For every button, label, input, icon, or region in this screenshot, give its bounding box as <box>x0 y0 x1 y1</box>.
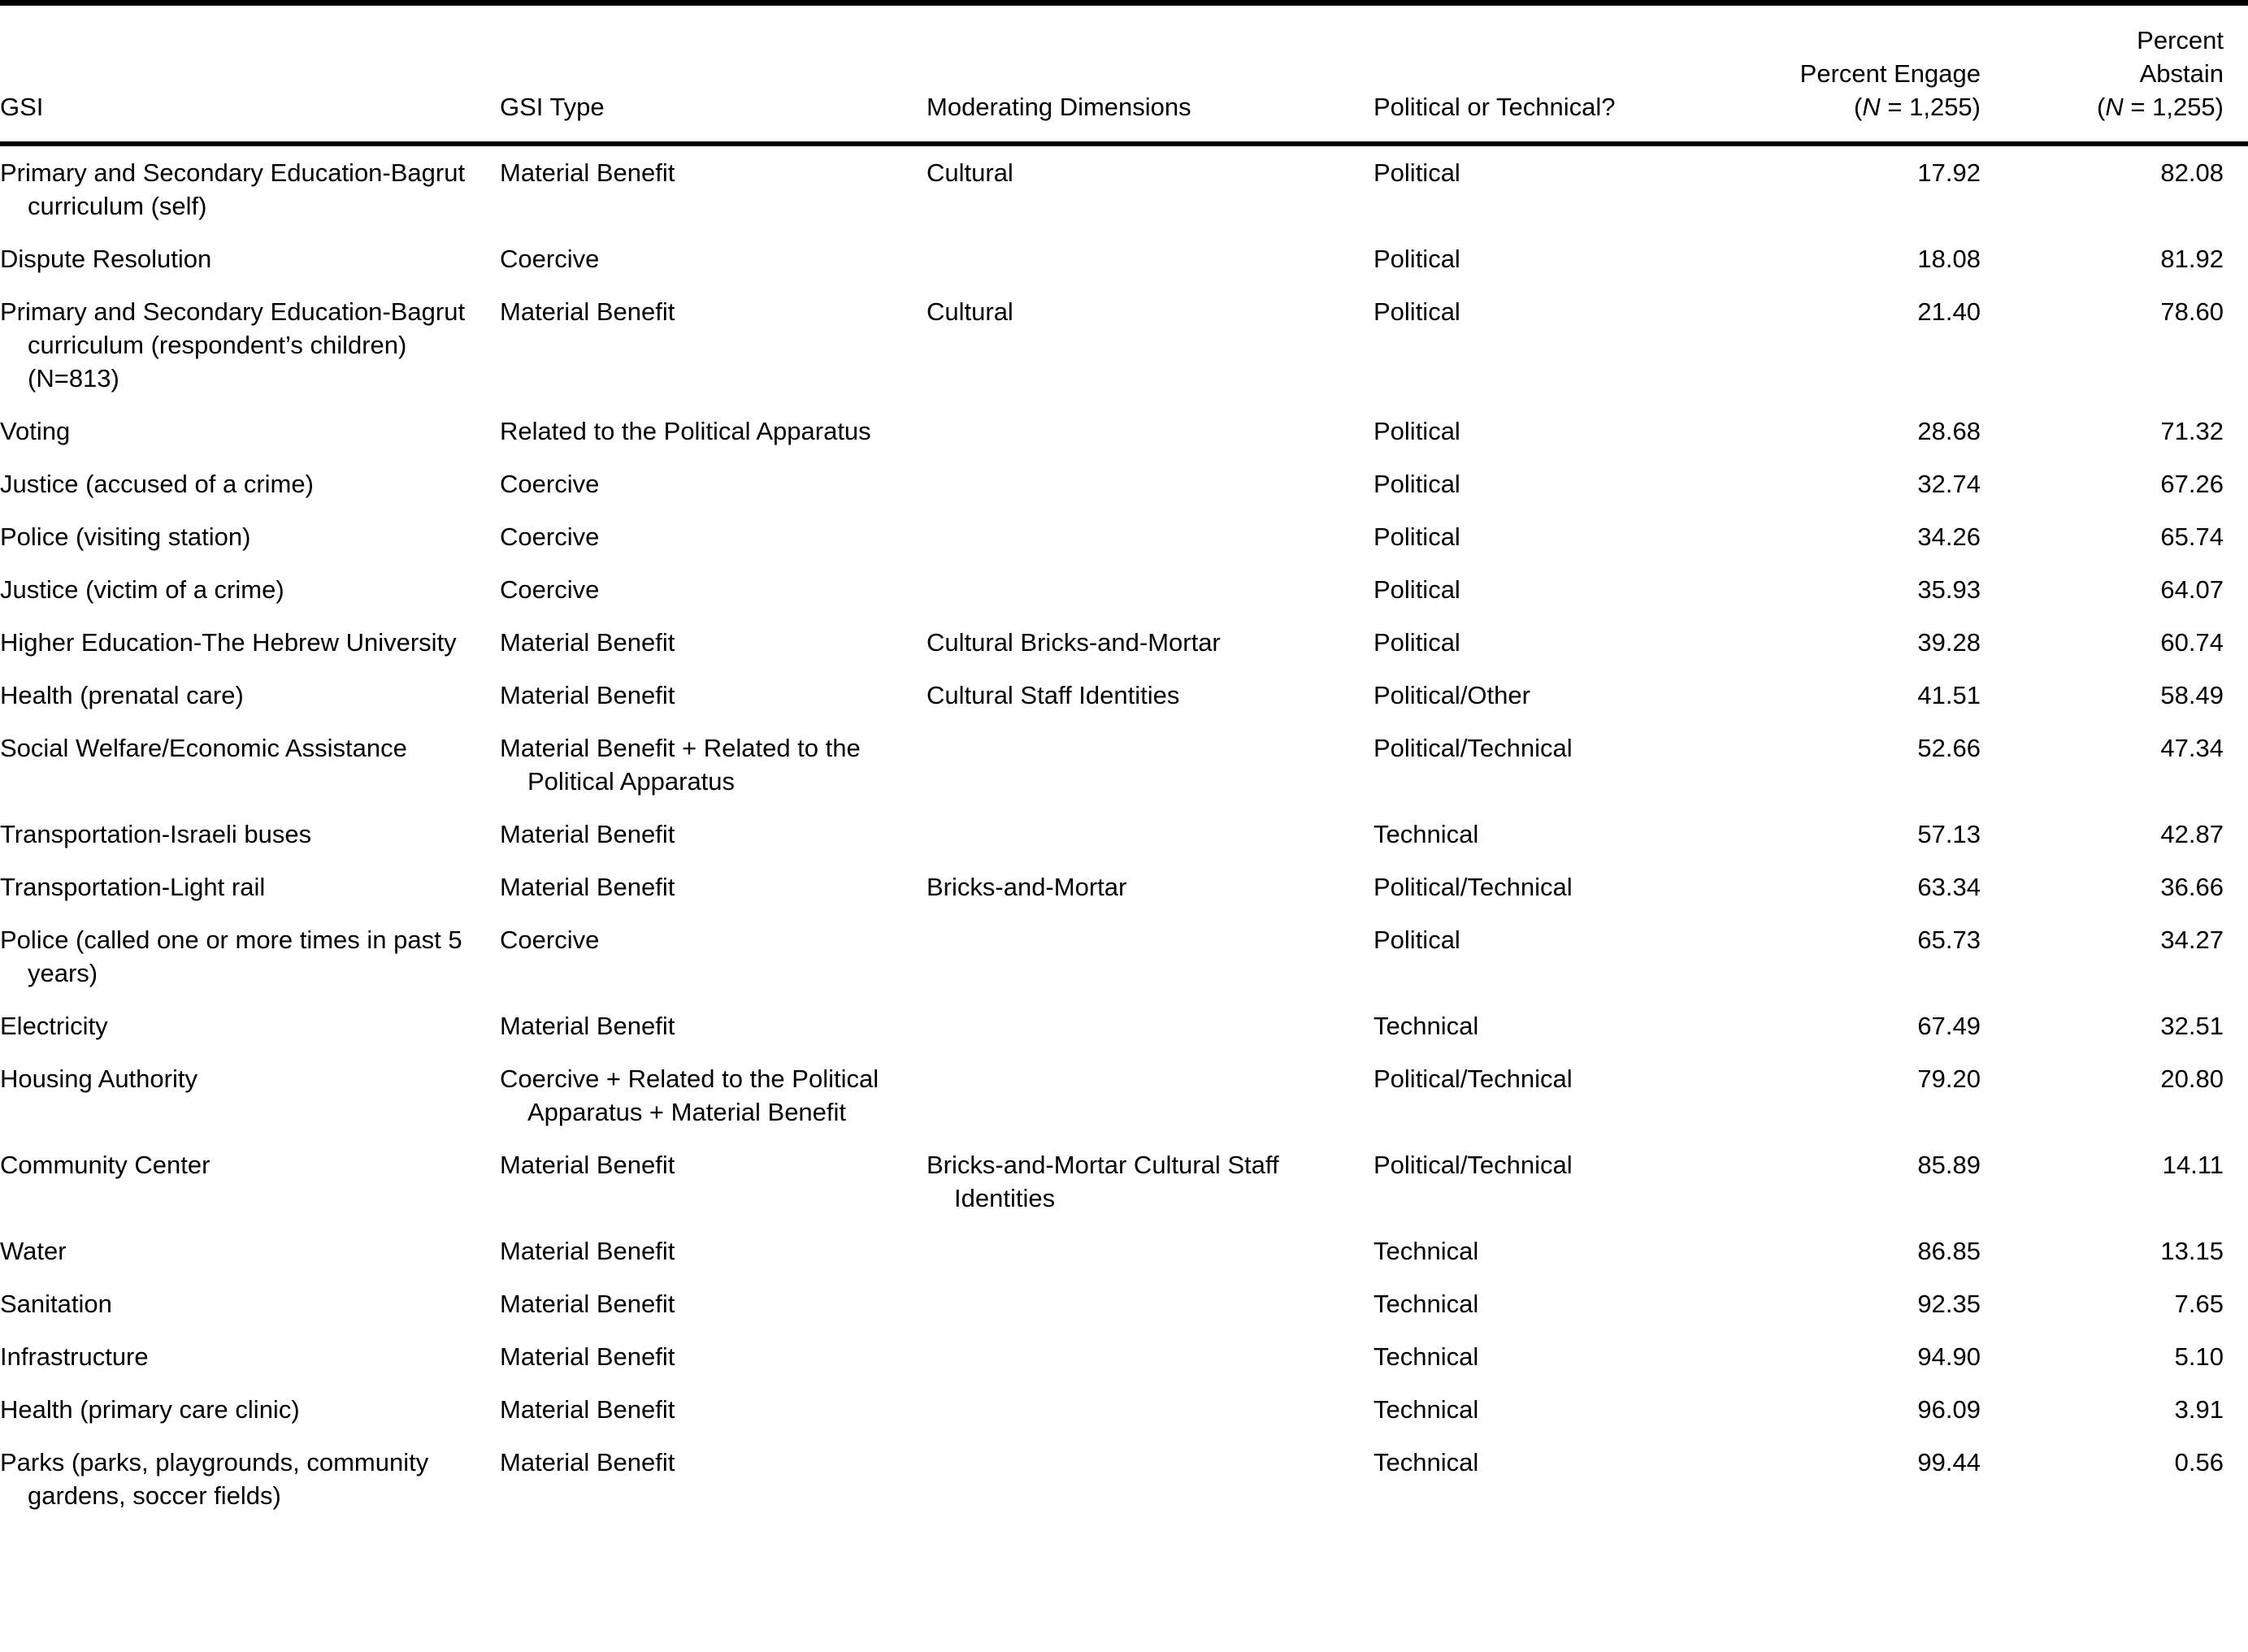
cell-moderating-dimensions <box>927 913 1374 999</box>
column-header-percent-abstain-label-b: Abstain <box>2139 59 2224 88</box>
cell-gsi-text: Electricity <box>0 1012 108 1040</box>
cell-political-or-technical <box>1374 1277 1772 1330</box>
cell-percent-abstain-text: 42.87 <box>2160 820 2224 848</box>
cell-percent-engage-text: 21.40 <box>1917 297 1981 326</box>
cell-gsi-type-text: Material Benefit <box>500 1151 675 1179</box>
cell-percent-engage-text: 41.51 <box>1917 681 1981 709</box>
table-header-rule <box>0 135 2248 144</box>
cell-percent-abstain <box>2020 913 2248 999</box>
cell-political-or-technical <box>1374 616 1772 669</box>
cell-gsi-text: Social Welfare/Economic Assistance <box>0 734 407 762</box>
cell-political-or-technical <box>1374 285 1772 405</box>
cell-gsi-type <box>500 999 927 1052</box>
cell-political-or-technical-text: Political <box>1374 926 1460 954</box>
cell-gsi-type-text: Material Benefit <box>500 1395 675 1424</box>
column-header-percent-abstain-label-a: Percent <box>2137 26 2224 54</box>
cell-moderating-dimensions <box>927 861 1374 913</box>
cell-political-or-technical <box>1374 808 1772 861</box>
table-row <box>0 669 2248 722</box>
cell-gsi <box>0 1277 500 1330</box>
table-row <box>0 808 2248 861</box>
cell-political-or-technical <box>1374 232 1772 285</box>
cell-percent-abstain-text: 20.80 <box>2160 1064 2224 1093</box>
table-row <box>0 232 2248 285</box>
cell-moderating-dimensions <box>927 405 1374 457</box>
cell-moderating-dimensions <box>927 1138 1374 1225</box>
paren-open: ( <box>2097 93 2106 121</box>
cell-political-or-technical-text: Political <box>1374 417 1460 445</box>
cell-percent-engage <box>1772 722 2020 808</box>
cell-percent-engage <box>1772 1225 2020 1277</box>
cell-gsi-text: Community Center <box>0 1151 210 1179</box>
cell-gsi-text: Higher Education-The Hebrew University <box>0 628 457 657</box>
cell-percent-engage <box>1772 144 2020 232</box>
cell-percent-engage <box>1772 285 2020 405</box>
header-rule-line <box>0 135 2248 144</box>
cell-gsi-text: Police (visiting station) <box>0 522 251 551</box>
cell-gsi-type-text: Material Benefit <box>500 1290 675 1318</box>
cell-percent-abstain <box>2020 1138 2248 1225</box>
cell-percent-engage <box>1772 1383 2020 1436</box>
table-row <box>0 1383 2248 1436</box>
cell-moderating-dimensions <box>927 808 1374 861</box>
cell-percent-engage-text: 96.09 <box>1917 1395 1981 1424</box>
table-row <box>0 1277 2248 1330</box>
cell-gsi-text: Primary and Secondary Education-Bagrut curriculum (respondent’s children) (N=813) <box>0 297 466 392</box>
cell-percent-abstain <box>2020 457 2248 510</box>
cell-percent-engage-text: 85.89 <box>1917 1151 1981 1179</box>
cell-gsi-text: Health (primary care clinic) <box>0 1395 300 1424</box>
cell-gsi-text: Water <box>0 1237 67 1265</box>
cell-gsi-type-text: Material Benefit <box>500 1237 675 1265</box>
cell-gsi-type-text: Material Benefit <box>500 1342 675 1371</box>
cell-gsi <box>0 669 500 722</box>
cell-percent-engage <box>1772 563 2020 616</box>
cell-political-or-technical-text: Technical <box>1374 1290 1479 1318</box>
cell-percent-abstain <box>2020 1383 2248 1436</box>
cell-gsi-text: Voting <box>0 417 71 445</box>
cell-gsi-type <box>500 563 927 616</box>
cell-gsi-type-text: Coercive <box>500 926 600 954</box>
cell-gsi-type <box>500 285 927 405</box>
n-symbol: N <box>2105 93 2124 121</box>
cell-percent-engage <box>1772 232 2020 285</box>
table-row <box>0 999 2248 1052</box>
cell-moderating-dimensions <box>927 144 1374 232</box>
cell-percent-engage-text: 94.90 <box>1917 1342 1981 1371</box>
cell-gsi-text: Primary and Secondary Education-Bagrut curriculum (self) <box>0 158 466 220</box>
cell-gsi <box>0 616 500 669</box>
cell-gsi-text: Infrastructure <box>0 1342 149 1371</box>
cell-percent-engage-text: 28.68 <box>1917 417 1981 445</box>
table-row <box>0 563 2248 616</box>
cell-percent-abstain-text: 47.34 <box>2160 734 2224 762</box>
cell-gsi-text: Transportation-Light rail <box>0 873 266 901</box>
cell-gsi <box>0 1330 500 1383</box>
cell-gsi <box>0 1138 500 1225</box>
table-row <box>0 913 2248 999</box>
cell-percent-engage <box>1772 999 2020 1052</box>
cell-gsi <box>0 285 500 405</box>
cell-gsi <box>0 405 500 457</box>
cell-moderating-dimensions <box>927 285 1374 405</box>
cell-percent-abstain <box>2020 808 2248 861</box>
cell-gsi <box>0 1436 500 1522</box>
cell-moderating-dimensions <box>927 1052 1374 1138</box>
cell-gsi-text: Dispute Resolution <box>0 245 212 273</box>
cell-percent-engage-text: 65.73 <box>1917 926 1981 954</box>
column-header-gsi-type <box>500 13 927 135</box>
cell-percent-engage <box>1772 861 2020 913</box>
column-header-percent-engage-label: Percent Engage <box>1799 59 1981 88</box>
cell-percent-engage <box>1772 510 2020 563</box>
table-row <box>0 405 2248 457</box>
top-rule-line <box>0 3 2248 14</box>
cell-gsi <box>0 232 500 285</box>
cell-percent-abstain <box>2020 144 2248 232</box>
column-header-percent-engage <box>1772 13 2020 135</box>
cell-political-or-technical-text: Political <box>1374 628 1460 657</box>
cell-moderating-dimensions <box>927 510 1374 563</box>
cell-percent-abstain <box>2020 999 2248 1052</box>
cell-gsi-type <box>500 722 927 808</box>
cell-political-or-technical-text: Political <box>1374 470 1460 498</box>
cell-moderating-dimensions <box>927 999 1374 1052</box>
cell-gsi-text: Health (prenatal care) <box>0 681 244 709</box>
cell-percent-abstain <box>2020 510 2248 563</box>
cell-percent-engage-text: 17.92 <box>1917 158 1981 187</box>
column-header-gsi-type-label: GSI Type <box>500 93 605 121</box>
cell-political-or-technical <box>1374 1138 1772 1225</box>
cell-gsi-type <box>500 1052 927 1138</box>
cell-percent-abstain-text: 36.66 <box>2160 873 2224 901</box>
cell-political-or-technical-text: Political <box>1374 245 1460 273</box>
cell-moderating-dimensions-text: Cultural Staff Identities <box>927 681 1180 709</box>
table-row <box>0 1052 2248 1138</box>
cell-gsi-type-text: Related to the Political Apparatus <box>500 417 871 445</box>
cell-political-or-technical-text: Political <box>1374 522 1460 551</box>
column-header-percent-engage-n <box>1772 90 1981 124</box>
cell-gsi <box>0 1052 500 1138</box>
cell-moderating-dimensions-text: Cultural <box>927 158 1013 187</box>
cell-percent-abstain-text: 13.15 <box>2160 1237 2224 1265</box>
cell-percent-engage-text: 79.20 <box>1917 1064 1981 1093</box>
cell-percent-abstain <box>2020 1277 2248 1330</box>
cell-political-or-technical <box>1374 1052 1772 1138</box>
cell-percent-engage-text: 34.26 <box>1917 522 1981 551</box>
cell-political-or-technical-text: Technical <box>1374 1012 1479 1040</box>
table-row <box>0 616 2248 669</box>
cell-percent-engage-text: 18.08 <box>1917 245 1981 273</box>
cell-percent-abstain <box>2020 285 2248 405</box>
cell-political-or-technical <box>1374 669 1772 722</box>
cell-percent-engage-text: 99.44 <box>1917 1448 1981 1476</box>
cell-political-or-technical <box>1374 563 1772 616</box>
cell-gsi-type <box>500 1436 927 1522</box>
cell-percent-abstain <box>2020 563 2248 616</box>
cell-political-or-technical <box>1374 405 1772 457</box>
cell-gsi-text: Sanitation <box>0 1290 112 1318</box>
cell-percent-abstain-text: 34.27 <box>2160 926 2224 954</box>
cell-moderating-dimensions-text: Bricks-and-Mortar <box>927 873 1127 901</box>
cell-percent-engage <box>1772 913 2020 999</box>
cell-percent-abstain <box>2020 616 2248 669</box>
cell-moderating-dimensions <box>927 1383 1374 1436</box>
column-header-moderating-dimensions <box>927 13 1374 135</box>
cell-percent-abstain <box>2020 861 2248 913</box>
cell-percent-engage <box>1772 1436 2020 1522</box>
cell-gsi-text: Justice (accused of a crime) <box>0 470 314 498</box>
cell-percent-abstain-text: 14.11 <box>2162 1151 2224 1179</box>
cell-moderating-dimensions <box>927 457 1374 510</box>
cell-percent-abstain-text: 82.08 <box>2160 158 2224 187</box>
table-row <box>0 1138 2248 1225</box>
cell-political-or-technical <box>1374 457 1772 510</box>
cell-percent-abstain-text: 71.32 <box>2160 417 2224 445</box>
cell-percent-abstain <box>2020 669 2248 722</box>
cell-gsi-type-text: Coercive <box>500 522 600 551</box>
cell-political-or-technical <box>1374 1383 1772 1436</box>
cell-political-or-technical-text: Technical <box>1374 820 1479 848</box>
cell-political-or-technical <box>1374 1330 1772 1383</box>
cell-gsi-type-text: Material Benefit <box>500 158 675 187</box>
cell-gsi-type-text: Coercive + Related to the Political Apparatus + Material Benefit <box>500 1064 879 1126</box>
cell-political-or-technical-text: Political/Technical <box>1374 1064 1573 1093</box>
cell-political-or-technical <box>1374 1436 1772 1522</box>
cell-gsi-type <box>500 510 927 563</box>
cell-moderating-dimensions <box>927 616 1374 669</box>
cell-gsi-type <box>500 232 927 285</box>
cell-moderating-dimensions <box>927 669 1374 722</box>
cell-percent-engage-text: 63.34 <box>1917 873 1981 901</box>
cell-gsi-type <box>500 457 927 510</box>
cell-moderating-dimensions <box>927 1330 1374 1383</box>
cell-gsi-type <box>500 1225 927 1277</box>
cell-gsi <box>0 563 500 616</box>
cell-percent-abstain <box>2020 1052 2248 1138</box>
cell-gsi-type-text: Material Benefit <box>500 820 675 848</box>
cell-percent-abstain <box>2020 1436 2248 1522</box>
cell-political-or-technical <box>1374 144 1772 232</box>
cell-percent-abstain-text: 64.07 <box>2160 575 2224 604</box>
cell-gsi <box>0 1383 500 1436</box>
cell-gsi-type-text: Material Benefit <box>500 873 675 901</box>
cell-gsi <box>0 999 500 1052</box>
cell-percent-abstain-text: 67.26 <box>2160 470 2224 498</box>
cell-gsi-type-text: Coercive <box>500 470 600 498</box>
column-header-percent-abstain-n <box>2020 90 2224 124</box>
table-row <box>0 510 2248 563</box>
cell-percent-engage-text: 92.35 <box>1917 1290 1981 1318</box>
cell-percent-abstain-text: 7.65 <box>2174 1290 2224 1318</box>
cell-gsi-type <box>500 1277 927 1330</box>
table-row <box>0 1225 2248 1277</box>
cell-gsi-type-text: Material Benefit <box>500 1012 675 1040</box>
cell-percent-engage-text: 86.85 <box>1917 1237 1981 1265</box>
cell-percent-abstain <box>2020 1225 2248 1277</box>
cell-political-or-technical <box>1374 722 1772 808</box>
cell-percent-engage <box>1772 669 2020 722</box>
cell-percent-abstain-text: 65.74 <box>2160 522 2224 551</box>
cell-gsi-type <box>500 405 927 457</box>
cell-percent-abstain-text: 60.74 <box>2160 628 2224 657</box>
cell-political-or-technical-text: Technical <box>1374 1342 1479 1371</box>
table-top-rule <box>0 3 2248 14</box>
cell-moderating-dimensions-text: Cultural <box>927 297 1013 326</box>
cell-moderating-dimensions-text: Bricks-and-Mortar Cultural Staff Identities <box>927 1151 1279 1212</box>
cell-gsi-type-text: Material Benefit <box>500 681 675 709</box>
table-body <box>0 144 2248 1522</box>
cell-gsi <box>0 808 500 861</box>
cell-gsi-type <box>500 1383 927 1436</box>
cell-percent-engage <box>1772 1330 2020 1383</box>
cell-political-or-technical-text: Technical <box>1374 1237 1479 1265</box>
cell-percent-abstain-text: 81.92 <box>2160 245 2224 273</box>
cell-percent-engage <box>1772 1277 2020 1330</box>
cell-gsi-type <box>500 1330 927 1383</box>
cell-percent-engage <box>1772 1052 2020 1138</box>
cell-moderating-dimensions <box>927 722 1374 808</box>
cell-political-or-technical-text: Political <box>1374 575 1460 604</box>
table-row <box>0 861 2248 913</box>
cell-moderating-dimensions-text: Cultural Bricks-and-Mortar <box>927 628 1221 657</box>
cell-political-or-technical <box>1374 913 1772 999</box>
cell-percent-engage-text: 35.93 <box>1917 575 1981 604</box>
cell-percent-abstain-text: 3.91 <box>2174 1395 2224 1424</box>
cell-political-or-technical <box>1374 999 1772 1052</box>
cell-moderating-dimensions <box>927 232 1374 285</box>
cell-gsi-type-text: Material Benefit <box>500 297 675 326</box>
cell-percent-engage <box>1772 457 2020 510</box>
cell-gsi-text: Parks (parks, playgrounds, community gardens, soccer fields) <box>0 1448 429 1510</box>
cell-political-or-technical-text: Technical <box>1374 1448 1479 1476</box>
cell-percent-abstain-text: 5.10 <box>2174 1342 2224 1371</box>
cell-gsi-type <box>500 144 927 232</box>
column-header-gsi <box>0 13 500 135</box>
cell-percent-abstain <box>2020 722 2248 808</box>
table-row <box>0 144 2248 232</box>
cell-political-or-technical-text: Political/Technical <box>1374 734 1573 762</box>
cell-gsi-type-text: Material Benefit <box>500 628 675 657</box>
column-header-percent-abstain <box>2020 13 2248 135</box>
cell-gsi-type <box>500 913 927 999</box>
cell-political-or-technical <box>1374 1225 1772 1277</box>
cell-percent-abstain <box>2020 405 2248 457</box>
cell-gsi-type <box>500 861 927 913</box>
cell-percent-engage <box>1772 808 2020 861</box>
cell-moderating-dimensions <box>927 1225 1374 1277</box>
cell-gsi-text: Housing Authority <box>0 1064 197 1093</box>
cell-gsi <box>0 457 500 510</box>
cell-political-or-technical <box>1374 861 1772 913</box>
cell-political-or-technical <box>1374 510 1772 563</box>
table-row <box>0 1330 2248 1383</box>
table-row <box>0 722 2248 808</box>
cell-gsi-text: Justice (victim of a crime) <box>0 575 284 604</box>
cell-percent-engage-text: 32.74 <box>1917 470 1981 498</box>
cell-gsi-type-text: Coercive <box>500 245 600 273</box>
cell-gsi <box>0 510 500 563</box>
cell-political-or-technical-text: Technical <box>1374 1395 1479 1424</box>
cell-gsi-type <box>500 616 927 669</box>
paren-open: ( <box>1854 93 1863 121</box>
column-header-political-or-technical-label: Political or Technical? <box>1374 93 1616 121</box>
cell-gsi <box>0 722 500 808</box>
cell-gsi <box>0 1225 500 1277</box>
table-row <box>0 285 2248 405</box>
cell-percent-abstain-text: 32.51 <box>2160 1012 2224 1040</box>
cell-political-or-technical-text: Political <box>1374 297 1460 326</box>
cell-gsi-type <box>500 669 927 722</box>
cell-gsi <box>0 144 500 232</box>
table-row <box>0 457 2248 510</box>
cell-gsi <box>0 913 500 999</box>
cell-percent-engage-text: 52.66 <box>1917 734 1981 762</box>
cell-gsi-text: Transportation-Israeli buses <box>0 820 312 848</box>
column-header-moderating-dimensions-label: Moderating Dimensions <box>927 93 1191 121</box>
table-header <box>0 3 2248 145</box>
cell-percent-engage <box>1772 616 2020 669</box>
cell-gsi-type-text: Material Benefit <box>500 1448 675 1476</box>
cell-political-or-technical-text: Political/Technical <box>1374 1151 1573 1179</box>
n-value: = 1,255) <box>2123 93 2224 121</box>
cell-gsi-type-text: Coercive <box>500 575 600 604</box>
cell-gsi-type <box>500 1138 927 1225</box>
cell-political-or-technical-text: Political <box>1374 158 1460 187</box>
cell-political-or-technical-text: Political/Technical <box>1374 873 1573 901</box>
column-header-political-or-technical <box>1374 13 1772 135</box>
cell-percent-engage-text: 57.13 <box>1917 820 1981 848</box>
cell-gsi-type <box>500 808 927 861</box>
cell-moderating-dimensions <box>927 563 1374 616</box>
column-header-gsi-label: GSI <box>0 93 44 121</box>
cell-percent-engage <box>1772 405 2020 457</box>
n-value: = 1,255) <box>1880 93 1981 121</box>
cell-percent-abstain-text: 78.60 <box>2160 297 2224 326</box>
table-row <box>0 1436 2248 1522</box>
cell-percent-abstain-text: 58.49 <box>2160 681 2224 709</box>
n-symbol: N <box>1862 93 1881 121</box>
cell-moderating-dimensions <box>927 1277 1374 1330</box>
cell-gsi-text: Police (called one or more times in past 5 years) <box>0 926 462 987</box>
cell-gsi-type-text: Material Benefit + Related to the Political Apparatus <box>500 734 861 796</box>
cell-political-or-technical-text: Political/Other <box>1374 681 1530 709</box>
column-header-row <box>0 13 2248 135</box>
cell-percent-abstain-text: 0.56 <box>2174 1448 2224 1476</box>
cell-percent-abstain <box>2020 232 2248 285</box>
cell-percent-engage <box>1772 1138 2020 1225</box>
cell-moderating-dimensions <box>927 1436 1374 1522</box>
cell-percent-engage-text: 67.49 <box>1917 1012 1981 1040</box>
cell-gsi <box>0 861 500 913</box>
cell-percent-abstain <box>2020 1330 2248 1383</box>
cell-percent-engage-text: 39.28 <box>1917 628 1981 657</box>
